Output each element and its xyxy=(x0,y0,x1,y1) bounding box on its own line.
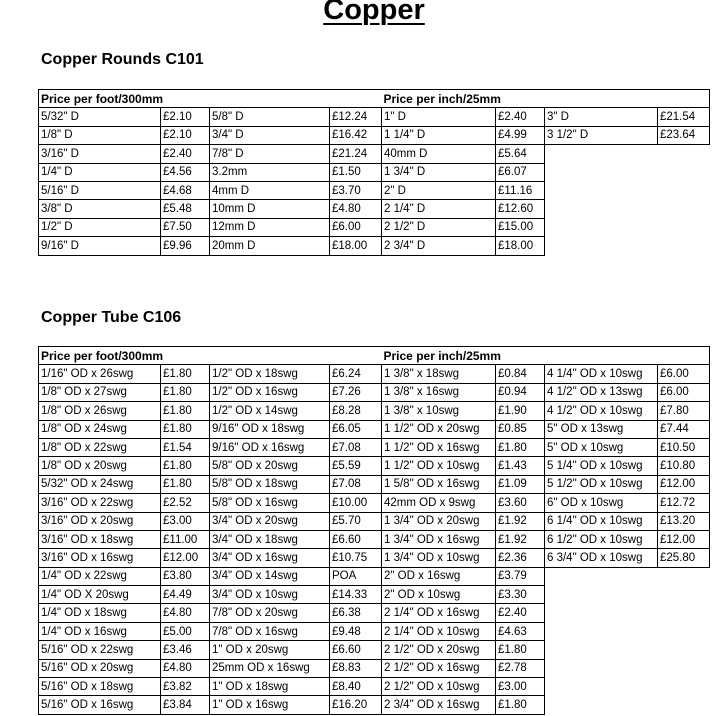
price-cell: £5.59 xyxy=(330,457,382,475)
size-cell: 1 1/2" OD x 16swg xyxy=(382,438,496,456)
price-cell: £8.83 xyxy=(330,659,382,677)
empty-cell xyxy=(545,237,710,255)
price-cell: £1.80 xyxy=(161,365,210,383)
size-cell: 1" D xyxy=(382,108,496,126)
price-cell: £4.80 xyxy=(330,200,382,218)
size-cell: 4 1/2" OD x 10swg xyxy=(545,402,658,420)
size-cell: 10mm D xyxy=(210,200,330,218)
price-cell: £23.64 xyxy=(658,126,710,144)
price-cell: £25.80 xyxy=(658,549,710,567)
price-cell: £2.40 xyxy=(496,108,545,126)
price-cell: £4.68 xyxy=(161,181,210,199)
size-cell: 7/8" OD x 16swg xyxy=(210,622,330,640)
price-cell: £1.80 xyxy=(496,696,545,714)
price-cell: £6.60 xyxy=(330,530,382,548)
table-row xyxy=(39,200,710,218)
size-cell: 3/16" OD x 18swg xyxy=(39,530,161,548)
page-title: Copper xyxy=(323,0,425,26)
size-cell: 2 1/4" D xyxy=(382,200,496,218)
price-cell: £9.48 xyxy=(330,622,382,640)
table-row xyxy=(39,475,710,493)
size-cell: 1/2" OD x 14swg xyxy=(210,402,330,420)
price-cell: £1.80 xyxy=(161,383,210,401)
table-header-row xyxy=(39,347,710,365)
empty-cell xyxy=(545,567,710,585)
empty-cell xyxy=(545,678,710,696)
size-cell: 1" OD x 16swg xyxy=(210,696,330,714)
size-cell: 2 3/4" OD x 16swg xyxy=(382,696,496,714)
empty-cell xyxy=(545,604,710,622)
price-cell: £12.00 xyxy=(658,530,710,548)
table-header-row xyxy=(39,90,710,108)
price-cell: £9.96 xyxy=(161,237,210,255)
size-cell: 2 1/4" OD x 16swg xyxy=(382,604,496,622)
empty-cell xyxy=(545,622,710,640)
size-cell: 1 3/4" OD x 16swg xyxy=(382,530,496,548)
table-row xyxy=(39,586,710,604)
price-cell: £6.07 xyxy=(496,163,545,181)
size-cell: 7/8" D xyxy=(210,145,330,163)
size-cell: 1/4" OD x 18swg xyxy=(39,604,161,622)
size-cell: 40mm D xyxy=(382,145,496,163)
price-cell: £6.38 xyxy=(330,604,382,622)
table-row xyxy=(39,696,710,714)
size-cell: 5/8" D xyxy=(210,108,330,126)
price-cell: £1.92 xyxy=(496,512,545,530)
table-row xyxy=(39,622,710,640)
size-cell: 5/8" OD x 18swg xyxy=(210,475,330,493)
empty-cell xyxy=(545,200,710,218)
table-row xyxy=(39,383,710,401)
size-cell: 1 3/8" x 10swg xyxy=(382,402,496,420)
size-cell: 1 3/4" OD x 20swg xyxy=(382,512,496,530)
size-cell: 1" OD x 18swg xyxy=(210,678,330,696)
size-cell: 5/8" OD x 16swg xyxy=(210,494,330,512)
size-cell: 9/16" OD x 16swg xyxy=(210,438,330,456)
size-cell: 1/2" OD x 16swg xyxy=(210,383,330,401)
price-cell: £14.33 xyxy=(330,586,382,604)
price-cell: £7.50 xyxy=(161,218,210,236)
size-cell: 3.2mm xyxy=(210,163,330,181)
price-cell: £1.43 xyxy=(496,457,545,475)
price-cell: £1.54 xyxy=(161,438,210,456)
price-cell: £10.80 xyxy=(658,457,710,475)
size-cell: 3/4" OD x 18swg xyxy=(210,530,330,548)
size-cell: 4mm D xyxy=(210,181,330,199)
size-cell: 3/16" OD x 16swg xyxy=(39,549,161,567)
header-price-per-foot: Price per foot/300mm xyxy=(39,347,382,365)
size-cell: 1/2" D xyxy=(39,218,161,236)
size-cell: 1/4" OD x 16swg xyxy=(39,622,161,640)
table-row xyxy=(39,567,710,585)
price-cell: £5.64 xyxy=(496,145,545,163)
table-row xyxy=(39,659,710,677)
size-cell: 6 1/2" OD x 10swg xyxy=(545,530,658,548)
price-cell: £10.50 xyxy=(658,438,710,456)
size-cell: 1/16" OD x 26swg xyxy=(39,365,161,383)
price-cell: £21.24 xyxy=(330,145,382,163)
size-cell: 1 1/2" OD x 20swg xyxy=(382,420,496,438)
size-cell: 1" OD x 20swg xyxy=(210,641,330,659)
price-cell: £3.82 xyxy=(161,678,210,696)
size-cell: 1/8" OD x 20swg xyxy=(39,457,161,475)
price-cell: £1.09 xyxy=(496,475,545,493)
table-row xyxy=(39,218,710,236)
price-cell: £1.80 xyxy=(161,420,210,438)
size-cell: 5/16" OD x 18swg xyxy=(39,678,161,696)
size-cell: 3/16" OD x 22swg xyxy=(39,494,161,512)
size-cell: 3/16" OD x 20swg xyxy=(39,512,161,530)
size-cell: 2" OD x 10swg xyxy=(382,586,496,604)
empty-cell xyxy=(545,218,710,236)
size-cell: 5 1/4" OD x 10swg xyxy=(545,457,658,475)
size-cell: 3/4" D xyxy=(210,126,330,144)
size-cell: 42mm OD x 9swg xyxy=(382,494,496,512)
size-cell: 5 1/2" OD x 10swg xyxy=(545,475,658,493)
size-cell: 7/8" OD x 20swg xyxy=(210,604,330,622)
price-cell: £4.99 xyxy=(496,126,545,144)
price-cell: £6.05 xyxy=(330,420,382,438)
price-cell: £12.00 xyxy=(161,549,210,567)
table-row xyxy=(39,512,710,530)
price-cell: £12.60 xyxy=(496,200,545,218)
size-cell: 25mm OD x 16swg xyxy=(210,659,330,677)
price-cell: £8.40 xyxy=(330,678,382,696)
size-cell: 3 1/2" D xyxy=(545,126,658,144)
price-cell: £18.00 xyxy=(496,237,545,255)
price-cell: £2.40 xyxy=(496,604,545,622)
price-cell: £6.00 xyxy=(658,365,710,383)
table-row xyxy=(39,549,710,567)
price-cell: £18.00 xyxy=(330,237,382,255)
price-cell: £3.30 xyxy=(496,586,545,604)
price-cell: £16.42 xyxy=(330,126,382,144)
price-cell: £1.80 xyxy=(161,402,210,420)
size-cell: 9/16" D xyxy=(39,237,161,255)
price-cell: £11.16 xyxy=(496,181,545,199)
price-cell: £1.80 xyxy=(496,438,545,456)
price-cell: £3.84 xyxy=(161,696,210,714)
table-row xyxy=(39,494,710,512)
size-cell: 3/4" OD x 16swg xyxy=(210,549,330,567)
price-cell: £3.00 xyxy=(496,678,545,696)
table-row xyxy=(39,641,710,659)
price-cell: £7.80 xyxy=(658,402,710,420)
size-cell: 2 3/4" D xyxy=(382,237,496,255)
size-cell: 20mm D xyxy=(210,237,330,255)
empty-cell xyxy=(545,163,710,181)
price-cell: £4.63 xyxy=(496,622,545,640)
price-cell: £3.00 xyxy=(161,512,210,530)
price-cell: £6.24 xyxy=(330,365,382,383)
size-cell: 6 3/4" OD x 10swg xyxy=(545,549,658,567)
price-cell: £5.00 xyxy=(161,622,210,640)
price-cell: £1.80 xyxy=(496,641,545,659)
header-price-per-inch: Price per inch/25mm xyxy=(382,90,710,108)
price-cell: £7.08 xyxy=(330,438,382,456)
size-cell: 3/8" D xyxy=(39,200,161,218)
price-cell: £12.24 xyxy=(330,108,382,126)
price-cell: £4.56 xyxy=(161,163,210,181)
size-cell: 3/4" OD x 20swg xyxy=(210,512,330,530)
table-row xyxy=(39,108,710,126)
size-cell: 2 1/2" OD x 16swg xyxy=(382,659,496,677)
size-cell: 1 5/8" OD x 16swg xyxy=(382,475,496,493)
size-cell: 1/4" D xyxy=(39,163,161,181)
table-row xyxy=(39,678,710,696)
size-cell: 1/8" OD x 24swg xyxy=(39,420,161,438)
size-cell: 1/4" OD x 22swg xyxy=(39,567,161,585)
price-cell: £3.79 xyxy=(496,567,545,585)
table-row xyxy=(39,145,710,163)
price-cell: £6.00 xyxy=(330,218,382,236)
price-cell: £7.08 xyxy=(330,475,382,493)
price-cell: £13.20 xyxy=(658,512,710,530)
price-cell: £0.85 xyxy=(496,420,545,438)
price-cell: £2.10 xyxy=(161,108,210,126)
price-cell: £1.50 xyxy=(330,163,382,181)
size-cell: 5/16" OD x 22swg xyxy=(39,641,161,659)
copper-tube-price-table xyxy=(38,346,710,715)
size-cell: 2 1/4" OD x 10swg xyxy=(382,622,496,640)
size-cell: 3/4" OD x 10swg xyxy=(210,586,330,604)
section-title-copper-tube: Copper Tube C106 xyxy=(41,309,182,326)
price-cell: £21.54 xyxy=(658,108,710,126)
size-cell: 5" OD x 10swg xyxy=(545,438,658,456)
empty-cell xyxy=(545,145,710,163)
size-cell: 2" OD x 16swg xyxy=(382,567,496,585)
price-cell: £15.00 xyxy=(496,218,545,236)
price-cell: £1.80 xyxy=(161,475,210,493)
price-cell: £0.94 xyxy=(496,383,545,401)
price-cell: £3.60 xyxy=(496,494,545,512)
table-row xyxy=(39,420,710,438)
price-cell: £4.80 xyxy=(161,604,210,622)
price-cell: £5.48 xyxy=(161,200,210,218)
table-row xyxy=(39,604,710,622)
price-cell: £7.26 xyxy=(330,383,382,401)
size-cell: 1/2" OD x 18swg xyxy=(210,365,330,383)
size-cell: 1/4" OD X 20swg xyxy=(39,586,161,604)
size-cell: 1 1/4" D xyxy=(382,126,496,144)
price-cell: £11.00 xyxy=(161,530,210,548)
price-cell: £0.84 xyxy=(496,365,545,383)
price-cell: £7.44 xyxy=(658,420,710,438)
size-cell: 3" D xyxy=(545,108,658,126)
price-cell: £3.46 xyxy=(161,641,210,659)
size-cell: 12mm D xyxy=(210,218,330,236)
price-cell: £10.75 xyxy=(330,549,382,567)
size-cell: 2 1/2" OD x 20swg xyxy=(382,641,496,659)
size-cell: 1/8" OD x 26swg xyxy=(39,402,161,420)
price-cell: £2.10 xyxy=(161,126,210,144)
size-cell: 9/16" OD x 18swg xyxy=(210,420,330,438)
price-cell: £16.20 xyxy=(330,696,382,714)
empty-cell xyxy=(545,696,710,714)
price-cell: £1.92 xyxy=(496,530,545,548)
size-cell: 1/8" D xyxy=(39,126,161,144)
size-cell: 6 1/4" OD x 10swg xyxy=(545,512,658,530)
size-cell: 5" OD x 13swg xyxy=(545,420,658,438)
price-cell: £3.80 xyxy=(161,567,210,585)
table-row xyxy=(39,402,710,420)
price-cell: £4.49 xyxy=(161,586,210,604)
price-cell: £12.00 xyxy=(658,475,710,493)
copper-rounds-price-table xyxy=(38,89,710,256)
table-row xyxy=(39,438,710,456)
price-cell: £10.00 xyxy=(330,494,382,512)
price-cell: £2.78 xyxy=(496,659,545,677)
price-cell: £3.70 xyxy=(330,181,382,199)
table-row xyxy=(39,181,710,199)
size-cell: 1 3/8" x 16swg xyxy=(382,383,496,401)
size-cell: 1 1/2" OD x 10swg xyxy=(382,457,496,475)
size-cell: 1 3/4" D xyxy=(382,163,496,181)
price-cell: £6.00 xyxy=(658,383,710,401)
size-cell: 5/16" OD x 16swg xyxy=(39,696,161,714)
size-cell: 3/4" OD x 14swg xyxy=(210,567,330,585)
size-cell: 2 1/2" OD x 10swg xyxy=(382,678,496,696)
price-cell: £2.40 xyxy=(161,145,210,163)
price-cell: £2.36 xyxy=(496,549,545,567)
size-cell: 5/32" D xyxy=(39,108,161,126)
size-cell: 5/8" OD x 20swg xyxy=(210,457,330,475)
table-row xyxy=(39,163,710,181)
table-row xyxy=(39,237,710,255)
price-cell: £4.80 xyxy=(161,659,210,677)
price-cell: £1.80 xyxy=(161,457,210,475)
size-cell: 1 3/4" OD x 10swg xyxy=(382,549,496,567)
section-title-copper-rounds: Copper Rounds C101 xyxy=(41,51,204,68)
size-cell: 3/16" D xyxy=(39,145,161,163)
price-cell: £12.72 xyxy=(658,494,710,512)
size-cell: 1/8" OD x 22swg xyxy=(39,438,161,456)
size-cell: 5/32" OD x 24swg xyxy=(39,475,161,493)
size-cell: 5/16" OD x 20swg xyxy=(39,659,161,677)
empty-cell xyxy=(545,586,710,604)
size-cell: 5/16" D xyxy=(39,181,161,199)
price-cell: £2.52 xyxy=(161,494,210,512)
empty-cell xyxy=(545,659,710,677)
table-row xyxy=(39,457,710,475)
empty-cell xyxy=(545,641,710,659)
size-cell: 4 1/2" OD x 13swg xyxy=(545,383,658,401)
size-cell: 1 3/8" x 18swg xyxy=(382,365,496,383)
table-row xyxy=(39,530,710,548)
price-cell: £6.60 xyxy=(330,641,382,659)
table-row xyxy=(39,365,710,383)
price-cell: £8.28 xyxy=(330,402,382,420)
price-cell: £5.70 xyxy=(330,512,382,530)
size-cell: 6" OD x 10swg xyxy=(545,494,658,512)
table-row xyxy=(39,126,710,144)
size-cell: 1/8" OD x 27swg xyxy=(39,383,161,401)
size-cell: 2 1/2" D xyxy=(382,218,496,236)
size-cell: 4 1/4" OD x 10swg xyxy=(545,365,658,383)
price-cell: £1.90 xyxy=(496,402,545,420)
header-price-per-inch: Price per inch/25mm xyxy=(382,347,710,365)
size-cell: 2" D xyxy=(382,181,496,199)
empty-cell xyxy=(545,181,710,199)
price-cell: POA xyxy=(330,567,382,585)
header-price-per-foot: Price per foot/300mm xyxy=(39,90,382,108)
